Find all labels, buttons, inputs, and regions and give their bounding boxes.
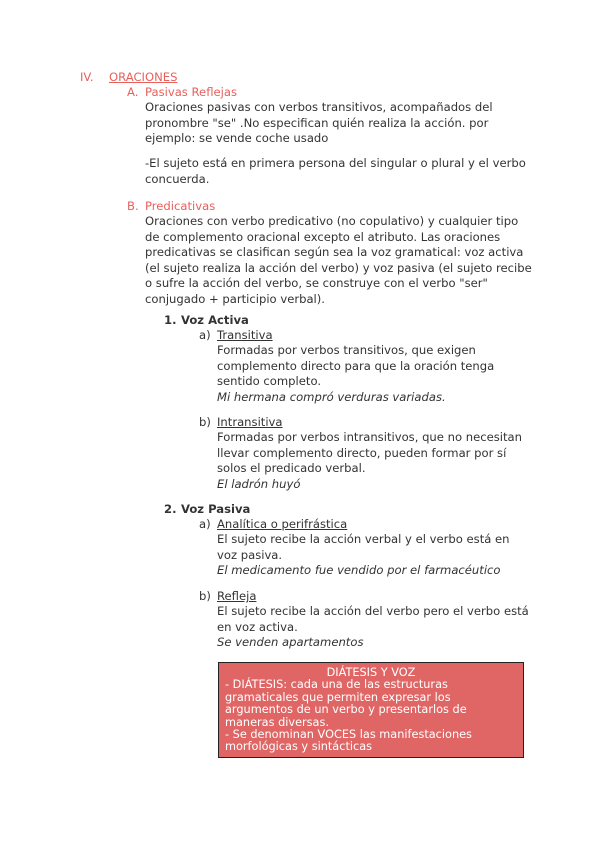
subsection-title-predicativas: Predicativas: [145, 199, 216, 213]
text-line: Oraciones pasivas con verbos transitivos, acompañados del: [145, 100, 493, 114]
item-title-intransitiva: Intransitiva: [217, 415, 283, 429]
text-line: solos el predicado verbal.: [217, 461, 366, 476]
example-text: Se venden apartamentos: [217, 635, 364, 650]
text-line: complemento directo para que la oración tenga: [217, 358, 495, 373]
example-text: Mi hermana compró verduras variadas.: [217, 389, 446, 404]
text-line: en voz activa.: [217, 619, 298, 634]
item-title-refleja: Refleja: [217, 589, 257, 603]
item-letter-intransitiva: b): [199, 415, 211, 429]
callout-line: - DIÁTESIS: cada una de las estructuras: [225, 678, 448, 692]
callout-line: - Se denominan VOCES las manifestaciones: [225, 728, 472, 742]
item-title-transitiva: Transitiva: [217, 328, 273, 342]
callout-title: DIÁTESIS Y VOZ: [326, 666, 416, 679]
text-line: concuerda.: [145, 171, 210, 186]
item-letter-analitica: a): [199, 517, 211, 531]
text-line: o sufre la acción del verbo, se construye con el verbo "ser": [145, 276, 488, 291]
callout-line: argumentos de un verbo y presentarlos de: [225, 703, 467, 717]
text-line: Oraciones con verbo predicativo (no copulativo) y cualquier tipo: [145, 214, 519, 228]
callout-box: [218, 662, 524, 758]
text-line: voz pasiva.: [217, 547, 283, 562]
text-line: conjugado + participio verbal).: [145, 291, 325, 306]
subsection-letter-a: A.: [127, 85, 139, 99]
item-title-voz-pasiva: Voz Pasiva: [181, 502, 251, 516]
text-line: de complemento oracional excepto el atributo. Las oraciones: [145, 229, 501, 244]
callout-line: gramaticales que permiten expresar los: [225, 690, 451, 704]
intransitiva-description: [217, 430, 522, 492]
text-line: predicativas se clasifican según sea la voz gramatical: voz activa: [145, 245, 524, 260]
callout-line: maneras diversas.: [225, 715, 329, 729]
transitiva-description: [217, 343, 494, 405]
section-numeral: IV.: [80, 70, 94, 84]
text-line: pronombre "se" .No especifican quién realiza la acción. por: [145, 115, 489, 130]
section-title: ORACIONES: [109, 70, 178, 84]
predicativas-paragraph: [145, 214, 532, 308]
item-title-voz-activa: Voz Activa: [181, 313, 249, 327]
text-line: Formadas por verbos intransitivos, que no necesitan: [217, 430, 522, 444]
text-line: sentido completo.: [217, 374, 322, 389]
example-text: El ladrón huyó: [217, 476, 301, 491]
item-letter-refleja: b): [199, 589, 211, 603]
text-line: llevar complemento directo, pueden formar por sí: [217, 445, 507, 460]
subsection-letter-b: B.: [127, 199, 139, 213]
pasivas-reflejas-paragraph-2: [145, 156, 526, 187]
text-line: El sujeto recibe la acción del verbo pero el verbo está: [217, 604, 529, 618]
refleja-description: [217, 604, 529, 651]
text-line: ejemplo: se vende coche usado: [145, 131, 329, 146]
item-letter-transitiva: a): [199, 328, 211, 342]
callout-line: morfológicas y sintácticas: [225, 740, 373, 754]
pasivas-reflejas-paragraph-1: [145, 100, 493, 147]
example-text: El medicamento fue vendido por el farmacéutico: [217, 563, 501, 578]
item-title-analitica: Analítica o perifrástica: [217, 517, 348, 531]
text-line: El sujeto recibe la acción verbal y el verbo está en: [217, 532, 510, 546]
text-line: (el sujeto realiza la acción del verbo) y voz pasiva (el sujeto recibe: [145, 260, 532, 275]
text-line: Formadas por verbos transitivos, que exigen: [217, 343, 476, 357]
subsection-title-pasivas-reflejas: Pasivas Reflejas: [145, 85, 237, 99]
item-number-1: 1.: [164, 313, 177, 327]
text-line: -El sujeto está en primera persona del singular o plural y el verbo: [145, 156, 526, 170]
item-number-2: 2.: [164, 502, 177, 516]
analitica-description: [217, 532, 510, 579]
